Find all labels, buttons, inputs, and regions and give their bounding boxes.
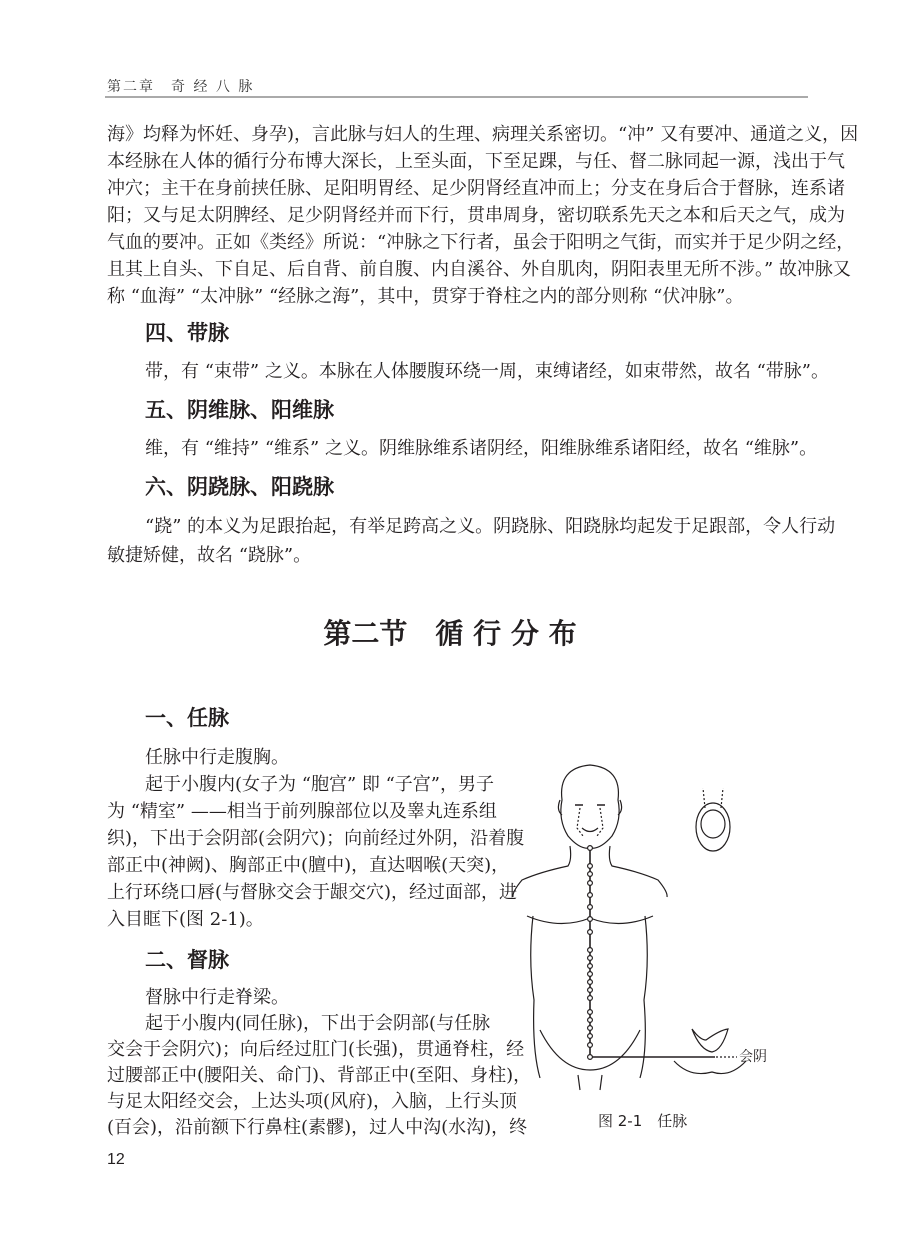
heading-qiao-mai: 六、阴跷脉、阳跷脉	[145, 474, 334, 499]
text-line: 督脉中行走脊梁。	[145, 987, 289, 1008]
acupoint-marker	[588, 988, 593, 993]
text-line: 带，有 “束带” 之义。本脉在人体腰腹环绕一周，束缚诸经，如束带然，故名 “带脉”。	[145, 361, 829, 382]
text-line: 与足太阳经交会，上达头项(风府)，入脑，上行头顶	[107, 1091, 518, 1112]
running-header: 第二章 奇 经 八 脉	[107, 79, 255, 95]
acupoint-marker	[588, 1026, 593, 1031]
text-line: 气血的要冲。正如《类经》所说：“冲脉之下行者，虽会于阳明之气街，而实并于足少阴之经，	[107, 232, 855, 253]
acupoint-marker	[588, 1018, 593, 1023]
heading-dai-mai: 四、带脉	[145, 320, 229, 345]
text-line: 称 “血海” “太冲脉” “经脉之海”，其中，贯穿于脊柱之内的部分则称 “伏冲脉”。	[107, 286, 744, 307]
text-line: 任脉中行走腹胸。	[145, 747, 289, 768]
text-line: 冲穴；主干在身前挟任脉、足阳明胃经、足少阴肾经直冲而上；分支在身后合于督脉，连系诸	[107, 178, 845, 199]
acupoint-marker	[588, 1010, 593, 1015]
text-line: 织)，下出于会阴部(会阴穴)；向前经过外阴，沿着腹	[107, 828, 525, 849]
text-line: 本经脉在人体的循行分布博大深长，上至头面，下至足踝，与任、督二脉同起一源，浅出于气	[107, 151, 845, 172]
acupoint-marker	[588, 1055, 593, 1060]
acupoint-marker	[588, 964, 593, 969]
text-line: 起于小腹内(同任脉)，下出于会阴部(与任脉	[145, 1013, 491, 1034]
text-line: 部正中(神阙)、胸部正中(膻中)，直达咽喉(天突)，	[107, 855, 510, 876]
figure-caption: 图 2-1 任脉	[598, 1112, 688, 1130]
acupoint-marker	[588, 930, 593, 935]
acupoint-marker	[588, 905, 593, 910]
text-line: 为 “精室” ——相当于前列腺部位以及睾丸连系组	[107, 801, 497, 822]
text-line: 入目眶下(图 2-1)。	[107, 909, 264, 930]
section-title: 第二节 循 行 分 布	[323, 617, 577, 650]
acupoint-marker	[588, 980, 593, 985]
text-line: “跷” 的本义为足跟抬起，有举足跨高之义。阴跷脉、阳跷脉均起发于足跟部，令人行动	[145, 516, 836, 537]
text-line: 上行环绕口唇(与督脉交会于龈交穴)，经过面部，进	[107, 882, 518, 903]
page-number: 12	[107, 1151, 125, 1168]
header-divider	[105, 96, 808, 98]
acupoint-marker	[588, 846, 593, 851]
body-outline-illustration	[513, 765, 746, 1090]
ren-meridian-line	[590, 847, 737, 1057]
text-line: 阳；又与足太阴脾经、足少阴肾经并而下行，贯串周身，密切联系先天之本和后天之气，成为	[107, 205, 845, 226]
acupoint-marker	[588, 1034, 593, 1039]
heading-du-mai: 二、督脉	[145, 947, 229, 972]
heading-ren-mai: 一、任脉	[145, 705, 229, 730]
acupoint-marker	[588, 864, 593, 869]
text-line: 且其上自头、下自足、后自背、前自腹、内自溪谷、外自肌肉，阴阳表里无所不涉。” 故冲脉又	[107, 259, 851, 280]
acupoint-marker	[588, 893, 593, 898]
acupoint-marker	[588, 1043, 593, 1048]
heading-wei-mai: 五、阴维脉、阳维脉	[145, 397, 334, 422]
perineum-label: 会阴	[739, 1049, 767, 1065]
text-line: 维，有 “维持” “维系” 之义。阴维脉维系诸阴经，阳维脉维系诸阳经，故名 “维脉”。	[145, 438, 818, 459]
acupoint-marker	[588, 956, 593, 961]
acupoint-marker	[588, 872, 593, 877]
text-line: 过腰部正中(腰阳关、命门)、背部正中(至阳、身柱)，	[107, 1065, 532, 1086]
text-line: 敏捷矫健，故名 “跷脉”。	[107, 545, 312, 566]
text-line: 交会于会阴穴)；向后经过肛门(长强)，贯通脊柱，经	[107, 1039, 525, 1060]
acupoint-marker	[588, 996, 593, 1001]
acupoint-marker	[588, 881, 593, 886]
text-line: (百会)，沿前额下行鼻柱(素髎)，过人中沟(水沟)，终	[107, 1117, 528, 1138]
acupoint-marker	[588, 972, 593, 977]
acupoint-marker	[588, 948, 593, 953]
text-line: 起于小腹内(女子为 “胞宫” 即 “子宫”，男子	[145, 774, 494, 795]
acupoint-marker	[588, 917, 593, 922]
text-line: 海》均释为怀妊、身孕)，言此脉与妇人的生理、病理关系密切。“冲” 又有要冲、通道之义，因	[107, 124, 859, 145]
